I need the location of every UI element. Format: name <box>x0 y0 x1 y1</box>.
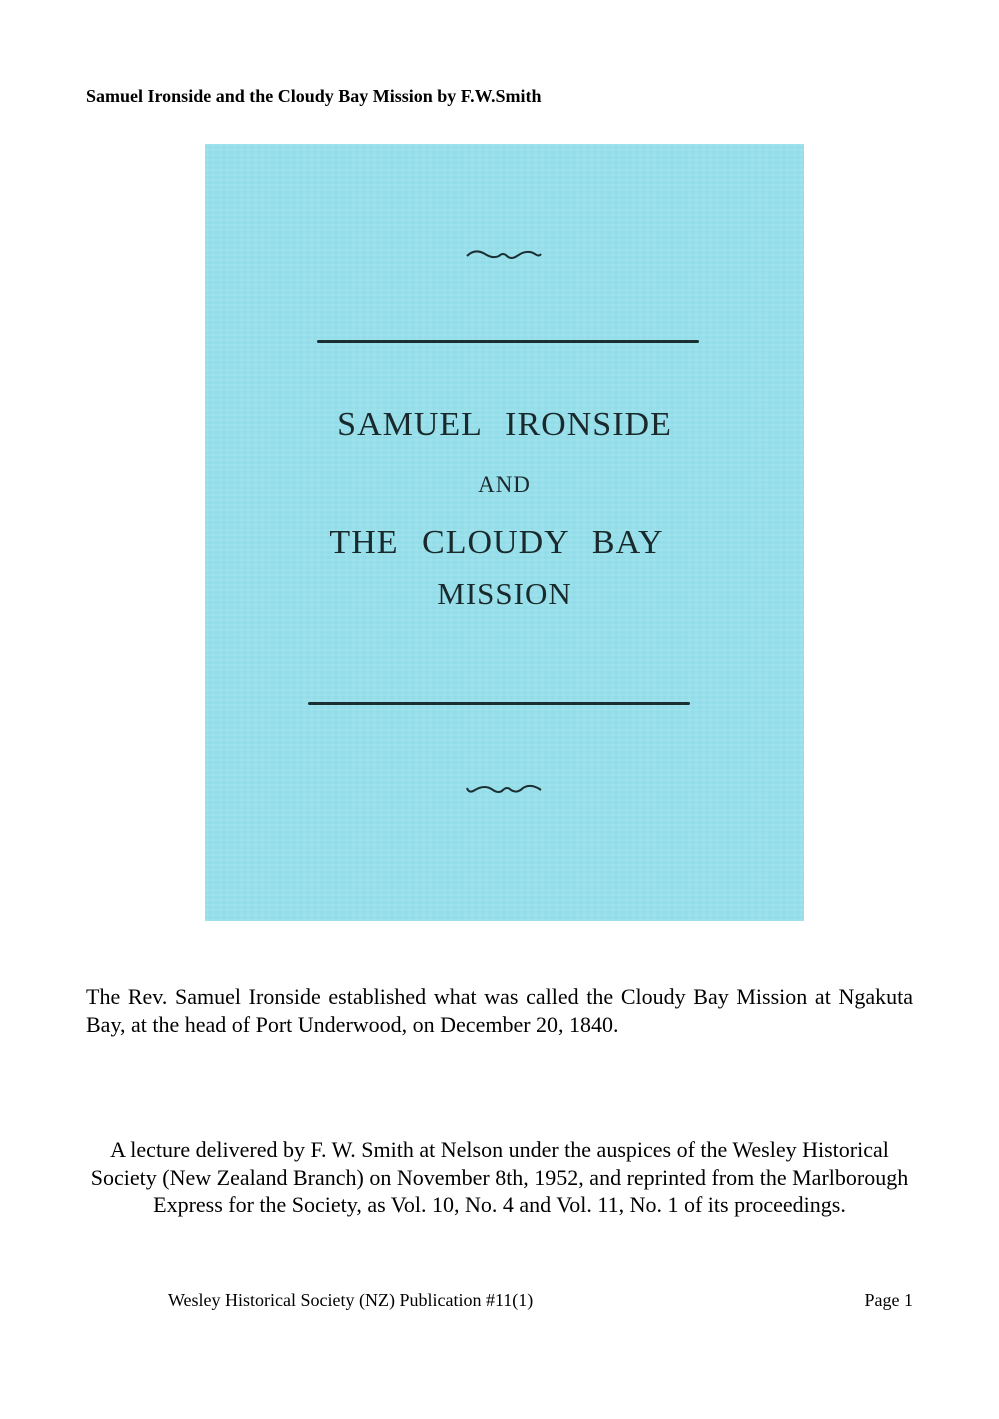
cover-title-line-2: AND <box>478 472 531 497</box>
ornament-top-icon <box>205 244 804 264</box>
top-rule <box>317 340 699 343</box>
cover-title-line-4: MISSION <box>437 576 572 611</box>
footer-publication: Wesley Historical Society (NZ) Publication #11(1) <box>168 1290 534 1310</box>
ornament-bottom-icon <box>205 780 804 800</box>
cover-title-line-3: THE CLOUDY BAY <box>329 524 664 561</box>
lecture-note: A lecture delivered by F. W. Smith at Nelson under the auspices of the Wesley Historical Society (New Zealand Branch) on November 8th, 1952, and reprinted from the Marlborough Express for the Society, as Vol. 10, No. 4 and Vol. 11, No. 1 of its proceedings. <box>90 1137 909 1217</box>
bottom-rule <box>308 702 690 705</box>
document-header: Samuel Ironside and the Cloudy Bay Mission by F.W.Smith <box>86 86 542 106</box>
booklet-cover-image <box>205 144 804 921</box>
cover-title-line-1: SAMUEL IRONSIDE <box>337 406 672 443</box>
footer-page-number: Page 1 <box>864 1290 913 1310</box>
intro-paragraph: The Rev. Samuel Ironside established what was called the Cloudy Bay Mission at Ngakuta Bay, at the head of Port Underwood, on December 20, 1840. <box>86 984 913 1037</box>
